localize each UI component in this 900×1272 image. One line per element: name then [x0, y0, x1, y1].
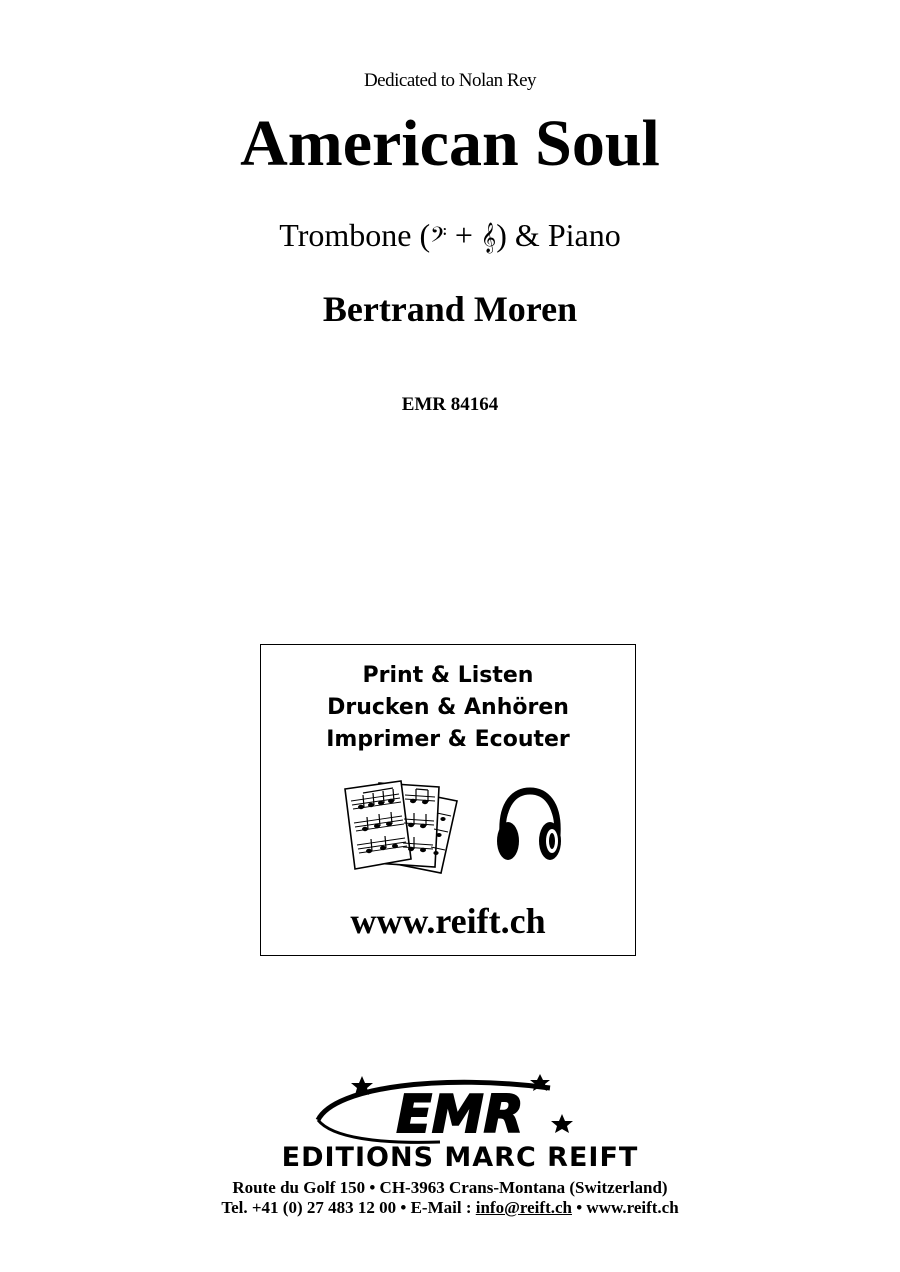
print-listen-box — [260, 644, 636, 956]
logo-emr-text: EMR — [396, 1085, 524, 1145]
instrumentation-plus: + — [446, 217, 481, 253]
headphones-icon — [495, 785, 565, 865]
catalog-number: EMR 84164 — [401, 394, 499, 415]
instrumentation-prefix: Trombone ( — [279, 217, 431, 253]
dedication: Dedicated to Nolan Rey — [363, 70, 537, 91]
composer: Bertrand Moren — [322, 289, 578, 329]
instrumentation — [0, 216, 900, 254]
publisher-contact — [0, 1198, 900, 1218]
promo-url: www.reift.ch — [350, 901, 546, 941]
bass-clef-icon: 𝄢 — [430, 223, 447, 253]
emr-logo — [240, 1072, 680, 1172]
promo-line-english: Print & Listen — [362, 663, 534, 688]
page-title: American Soul — [240, 107, 660, 180]
treble-clef-icon: 𝄞 — [480, 223, 497, 253]
promo-line-german: Drucken & Anhören — [327, 695, 569, 720]
instrumentation-suffix: ) & Piano — [496, 217, 621, 253]
email-link[interactable]: info@reift.ch — [475, 1198, 572, 1217]
promo-line-french: Imprimer & Ecouter — [326, 727, 570, 752]
publisher-name: EDITIONS MARC REIFT — [281, 1142, 639, 1172]
sheet-music-icon — [339, 779, 469, 875]
publisher-address: Route du Golf 150 • CH-3963 Crans-Montana (Switzerland) — [232, 1178, 668, 1197]
contact-website: • www.reift.ch — [571, 1198, 679, 1217]
contact-phone: Tel. +41 (0) 27 483 12 00 • E-Mail : — [221, 1198, 476, 1217]
